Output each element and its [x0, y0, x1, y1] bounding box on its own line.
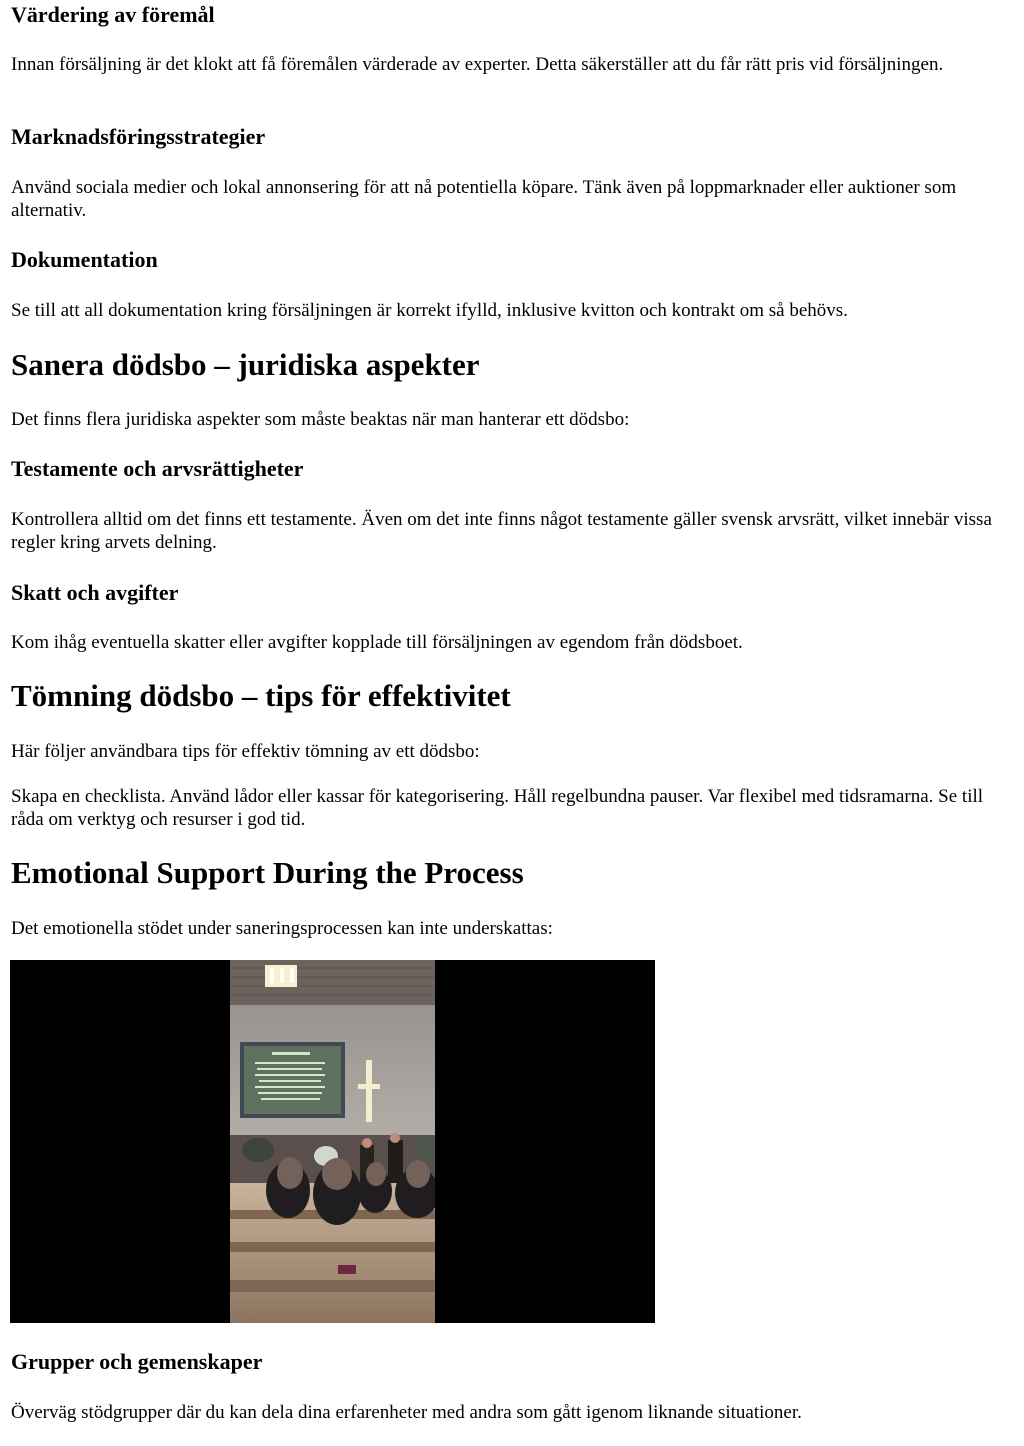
groups-heading: Grupper och gemenskaper	[11, 1349, 263, 1374]
documentation-heading: Dokumentation	[11, 247, 158, 272]
valuation-text: Innan försäljning är det klokt att få föremålen värderade av experter. Detta säkerställer att du får rätt pris vid försäljningen.	[11, 54, 944, 75]
marketing-text: Använd sociala medier och lokal annonsering för att nå potentiella köpare. Tänk även på loppmarknader eller auktioner som alternativ.	[11, 177, 957, 221]
tax-text: Kom ihåg eventuella skatter eller avgifter kopplade till försäljningen av egendom från dödsboet.	[11, 632, 743, 653]
tips-text: Skapa en checklista. Använd lådor eller kassar för kategorisering. Håll regelbundna pauser. Var flexibel med tidsramarna. Se till råda om verktyg och resurser i god tid.	[11, 786, 984, 830]
tax-heading: Skatt och avgifter	[11, 580, 179, 605]
legal-intro: Det finns flera juridiska aspekter som måste beaktas när man hanterar ett dödsbo:	[11, 409, 630, 430]
tips-intro: Här följer användbara tips för effektiv tömning av ett dödsbo:	[11, 741, 480, 762]
will-text: Kontrollera alltid om det finns ett testamente. Även om det inte finns något testamente gäller svensk arvsrätt, vilket innebär vissa regler kring arvets delning.	[11, 509, 992, 553]
church-funeral-video-still-icon	[230, 960, 435, 1323]
support-intro: Det emotionella stödet under saneringsprocessen kan inte underskattas:	[11, 918, 553, 939]
will-heading: Testamente och arvsrättigheter	[11, 456, 304, 481]
legal-heading: Sanera dödsbo – juridiska aspekter	[11, 347, 480, 382]
tips-heading: Tömning dödsbo – tips för effektivitet	[11, 678, 511, 713]
documentation-text: Se till att all dokumentation kring försäljningen är korrekt ifylld, inklusive kvitton och kontrakt om så behövs.	[11, 300, 848, 321]
church-video-player[interactable]	[10, 960, 655, 1323]
valuation-heading: Värdering av föremål	[11, 2, 215, 27]
marketing-heading: Marknadsföringsstrategier	[11, 124, 266, 149]
support-heading: Emotional Support During the Process	[11, 855, 524, 890]
groups-text: Överväg stödgrupper där du kan dela dina erfarenheter med andra som gått igenom liknande situationer.	[11, 1402, 802, 1423]
